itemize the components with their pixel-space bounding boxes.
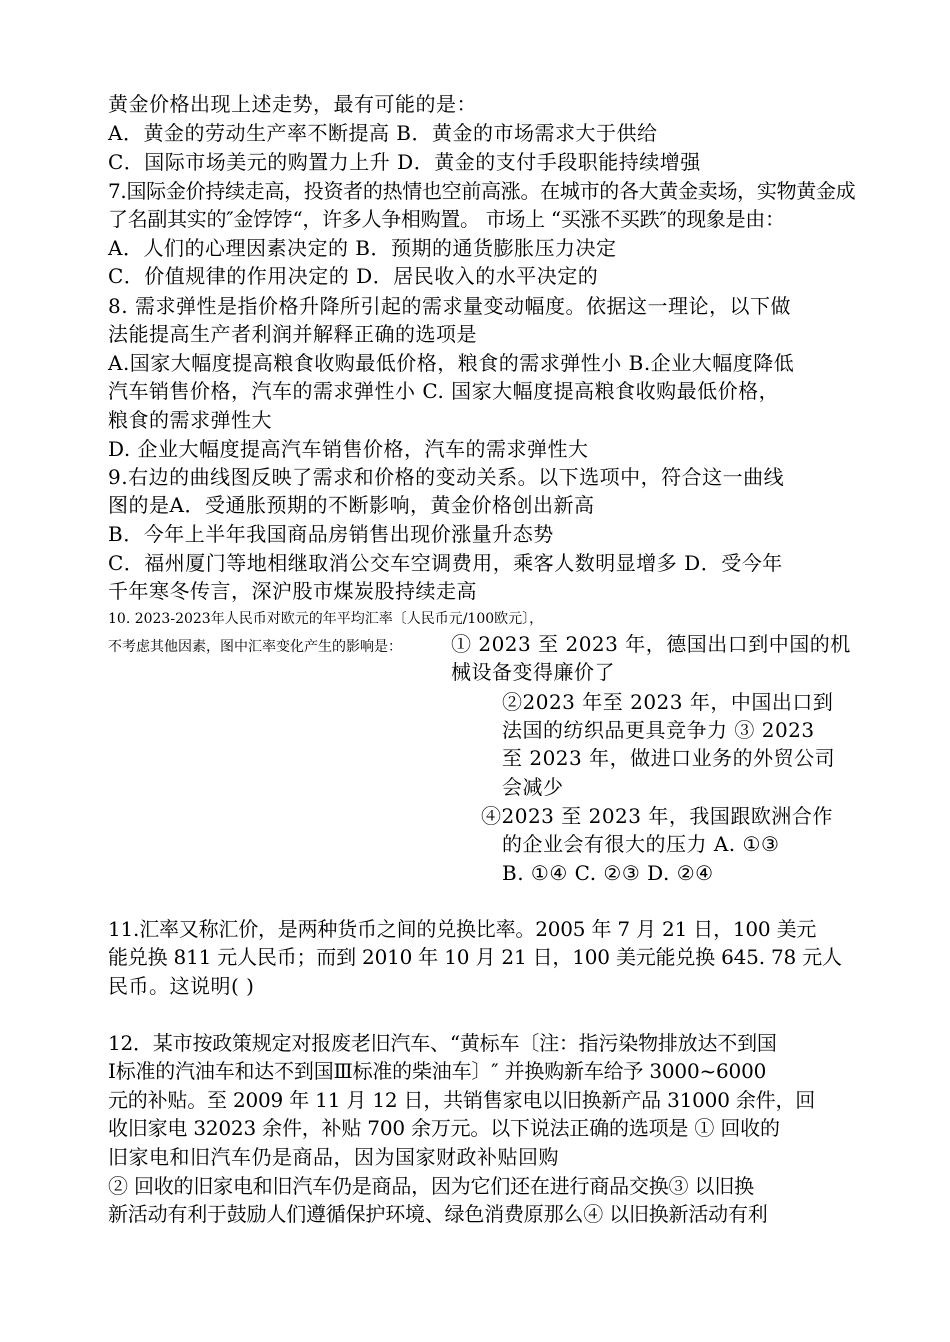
text-line: 黄金价格出现上述走势，最有可能的是： (108, 92, 477, 116)
question-10-option: ②2023 年至 2023 年，中国出口到 (502, 690, 834, 714)
question-10-option: ④2023 至 2023 年，我国跟欧洲合作 (481, 804, 833, 828)
question-8-line: 法能提高生产者利润并解释正确的选项是 (108, 322, 477, 346)
option-line: A．人们的心理因素决定的 B．预期的通货膨胀压力决定 (108, 236, 617, 260)
question-10-option: 会减少 (502, 775, 564, 799)
question-12-line: 旧家电和旧汽车仍是商品，因为国家财政补贴回购 (108, 1145, 559, 1169)
question-12-line: 收旧家电 32023 余件，补贴 700 余万元。以下说法正确的选项是 ① 回收的 (108, 1116, 780, 1140)
option-line: A．黄金的劳动生产率不断提高 B．黄金的市场需求大于供给 (108, 121, 658, 145)
question-12-line: 新活动有利于鼓励人们遵循保护环境、绿色消费原那么④ 以旧换新活动有利 (108, 1202, 768, 1226)
question-9-line: B．今年上半年我国商品房销售出现价涨量升态势 (108, 522, 554, 546)
question-8-line: 8. 需求弹性是指价格升降所引起的需求量变动幅度。依据这一理论，以下做 (108, 294, 791, 318)
question-8-line: D. 企业大幅度提高汽车销售价格，汽车的需求弹性大 (108, 437, 589, 461)
question-11-line: 能兑换 811 元人民币；而到 2010 年 10 月 21 日，100 美元能兑换 645. 78 元人 (108, 945, 842, 969)
question-11-line: 民币。这说明( ) (108, 974, 255, 998)
question-10-answers: B. ①④ C. ②③ D. ②④ (502, 861, 714, 885)
question-8-line: A.国家大幅度提高粮食收购最低价格，粮食的需求弹性小 B.企业大幅度降低 (108, 351, 795, 375)
question-11-line: 11.汇率又称汇价，是两种货币之间的兑换比率。2005 年 7 月 21 日，100 美元 (108, 917, 817, 941)
question-10-option: ① 2023 至 2023 年，德国出口到中国的机 (451, 632, 851, 656)
option-line: C．国际市场美元的购置力上升 D．黄金的支付手段职能持续增强 (108, 150, 701, 174)
question-10-option: 的企业会有很大的压力 A. ①③ (502, 832, 780, 856)
question-9-line: 千年寒冬传言，深沪股市煤炭股持续走高 (108, 579, 477, 603)
question-10-line: 10. 2023-2023年人民币对欧元的年平均汇率〔人民币元/100欧元〕， (108, 611, 544, 627)
question-8-line: 粮食的需求弹性大 (108, 408, 272, 432)
question-9-line: C．福州厦门等地相继取消公交车空调费用，乘客人数明显增多 D．受今年 (108, 551, 783, 575)
question-10-option: 械设备变得廉价了 (451, 660, 615, 684)
option-line: C．价值规律的作用决定的 D．居民收入的水平决定的 (108, 264, 599, 288)
question-12-line: 元的补贴。至 2009 年 11 月 12 日，共销售家电以旧换新产品 31000 余件，回 (108, 1088, 816, 1112)
question-8-line: 汽车销售价格，汽车的需求弹性小 C. 国家大幅度提高粮食收购最低价格， (108, 379, 780, 403)
question-10-option: 至 2023 年，做进口业务的外贸公司 (502, 746, 836, 770)
question-12-line: 12．某市按政策规定对报废老旧汽车、“黄标车〔注：指污染物排放达不到国 (108, 1031, 777, 1055)
question-7-line: 7.国际金价持续走高，投资者的热情也空前高涨。在城市的各大黄金卖场，实物黄金成 (108, 179, 856, 203)
question-12-line: ② 回收的旧家电和旧汽车仍是商品，因为它们还在进行商品交换③ 以旧换 (108, 1174, 754, 1198)
question-9-line: 9.右边的曲线图反映了需求和价格的变动关系。以下选项中，符合这一曲线 (108, 465, 785, 489)
question-9-line: 图的是A．受通胀预期的不断影响，黄金价格创出新高 (108, 493, 595, 517)
question-10-line: 不考虑其他因素，图中汇率变化产生的影响是： (108, 639, 402, 655)
question-12-line: Ⅰ标准的汽油车和达不到国Ⅲ标准的柴油车〕″ 并换购新车给予 3000~6000 (108, 1059, 767, 1083)
question-10-option: 法国的纺织品更具竞争力 ③ 2023 (502, 718, 815, 742)
question-7-line: 了名副其实的″金饽饽“，许多人争相购置。 市场上 “买涨不买跌″的现象是由： (108, 207, 785, 231)
